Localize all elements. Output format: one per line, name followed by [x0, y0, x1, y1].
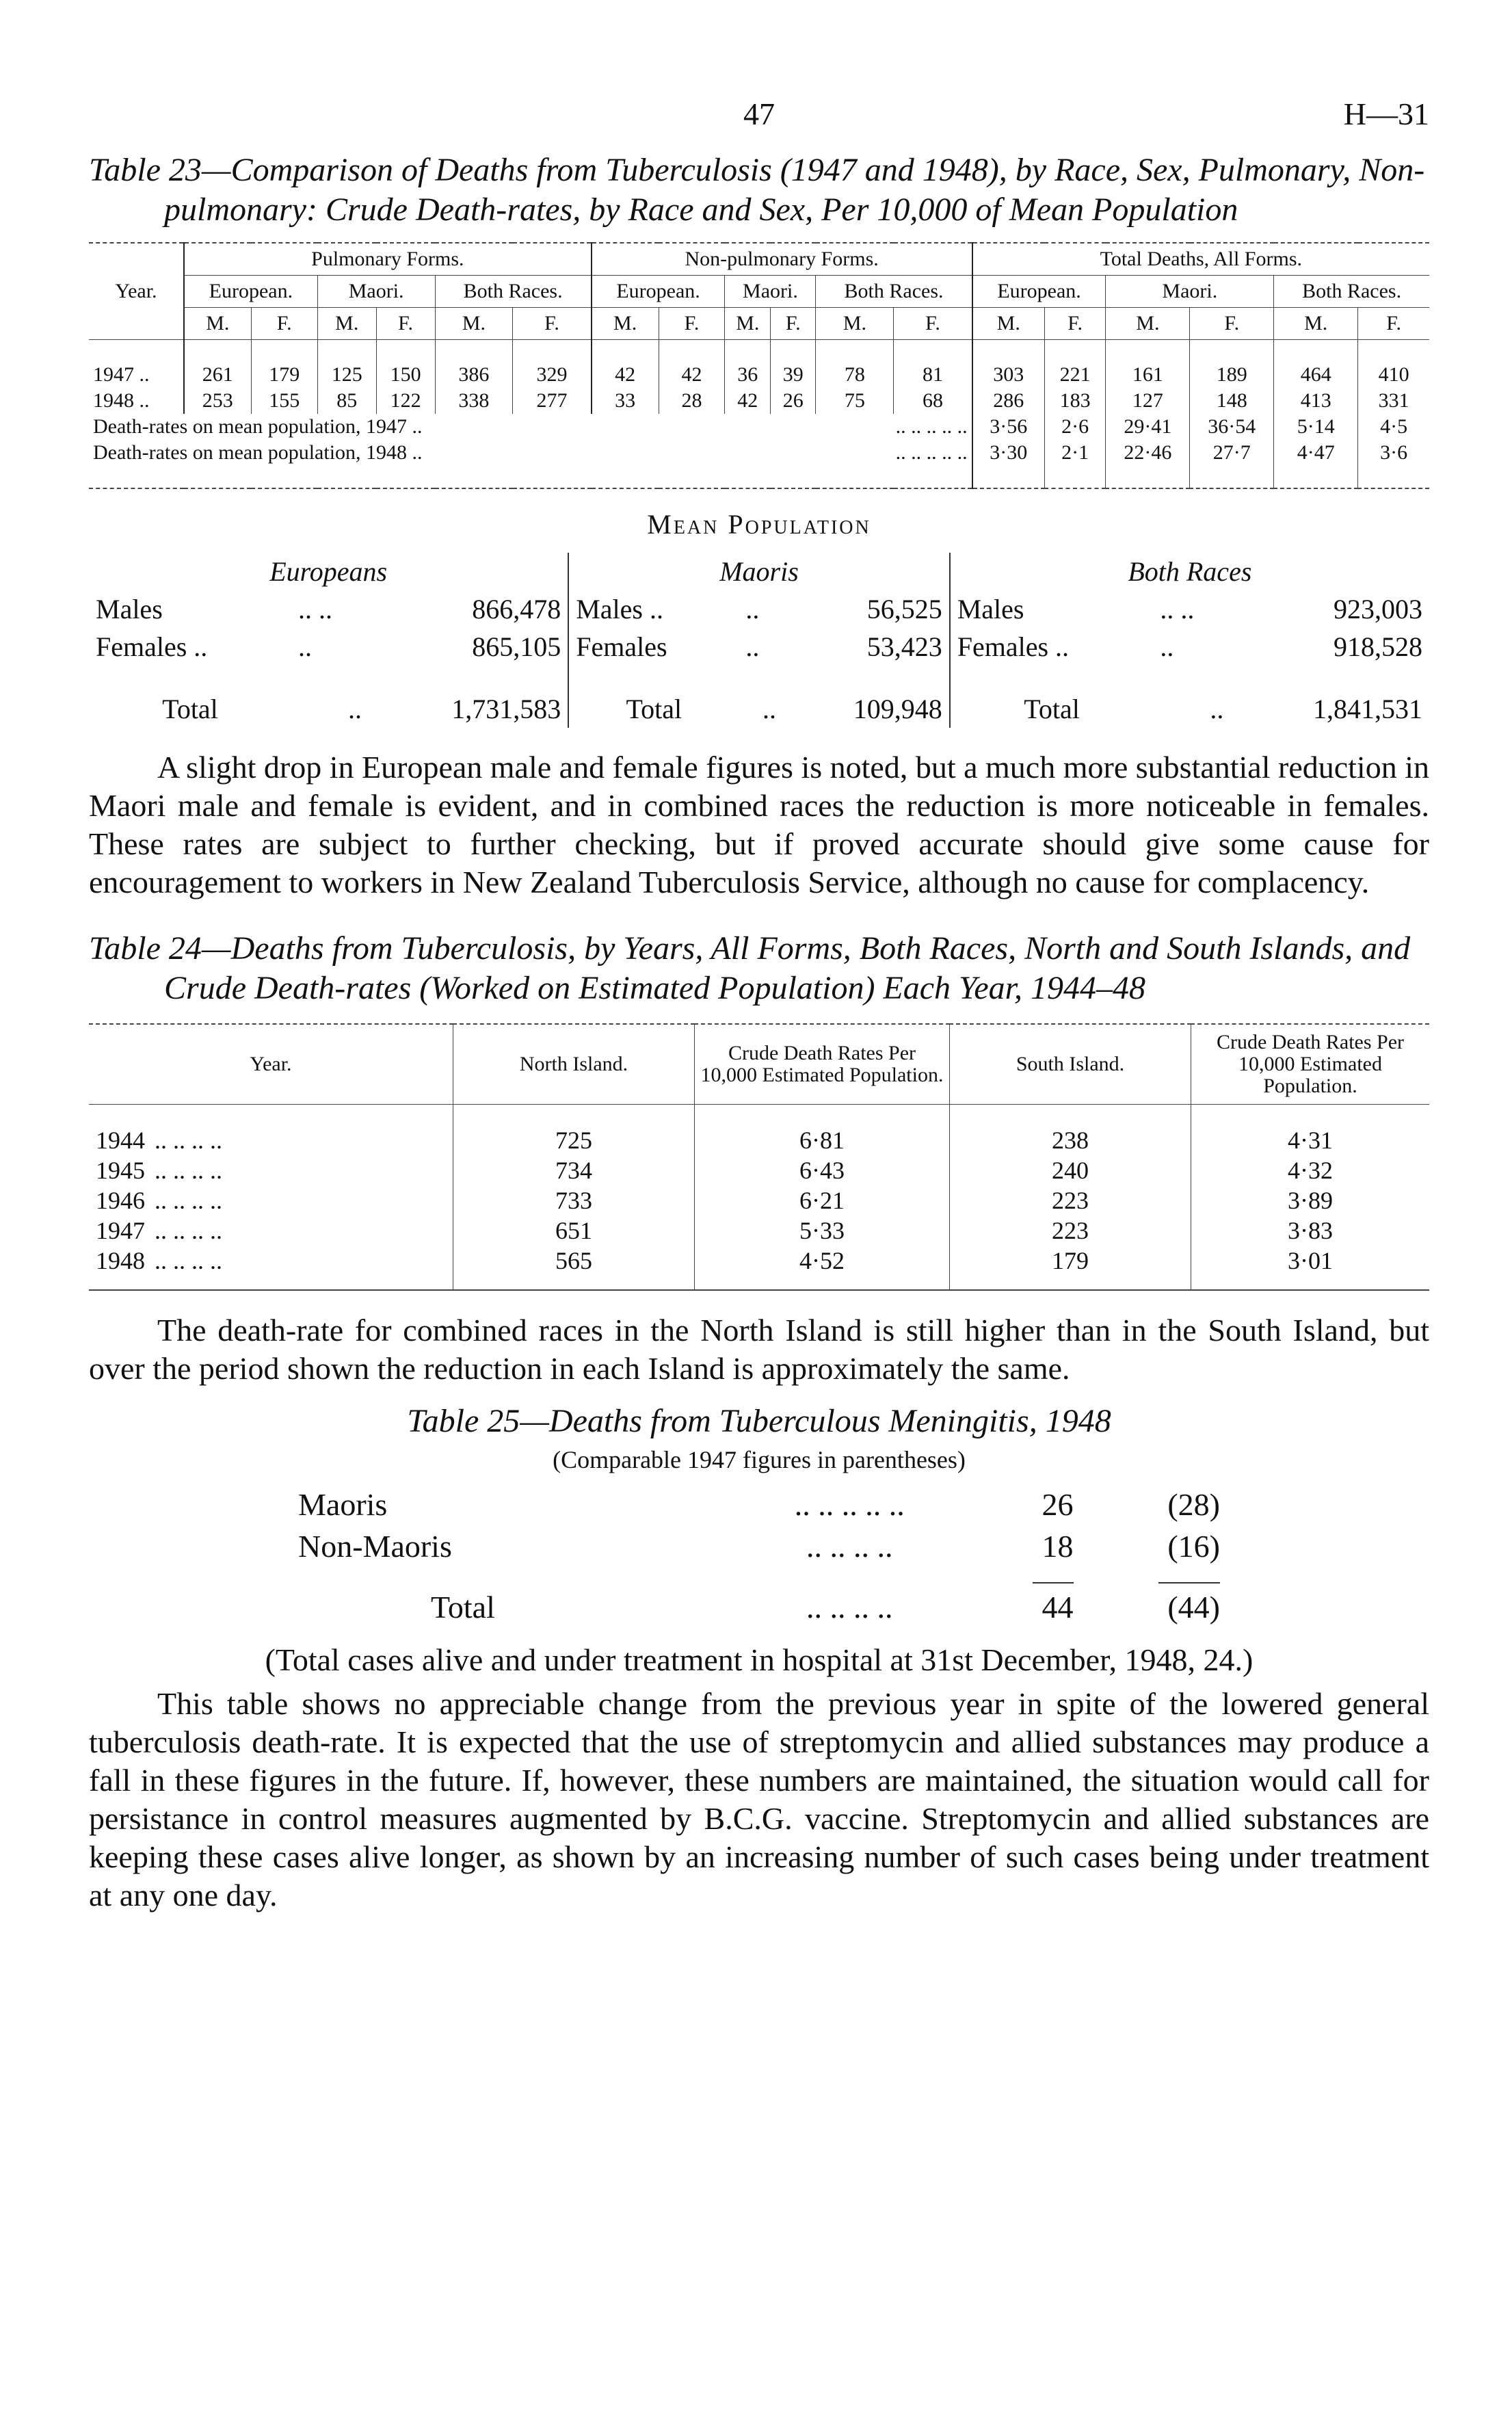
race-header: European.: [972, 276, 1106, 308]
table-cell: 277: [513, 388, 592, 414]
north-rate-cell: 5·33: [695, 1215, 950, 1246]
dots: .. .. .. ..: [155, 1247, 222, 1274]
column-header: Crude Death Rates Per 10,000 Estimated Population.: [1191, 1024, 1430, 1105]
sex-header: M.: [1106, 308, 1190, 340]
dots: .. .. .. ..: [155, 1127, 222, 1154]
total-label: Total: [431, 1590, 495, 1625]
table-23: [89, 242, 1429, 489]
table-cell: 261: [184, 340, 251, 389]
males-value: 923,003: [1334, 594, 1422, 625]
row-label: Death-rates on mean population, 1948 ..: [93, 441, 423, 464]
table-cell: 303: [972, 340, 1045, 389]
table-cell: 36: [725, 340, 771, 389]
table-row: [89, 340, 1429, 389]
group-name: Europeans: [269, 556, 388, 587]
group-header: Non-pulmonary Forms.: [592, 243, 972, 276]
females-value: 53,423: [866, 631, 942, 662]
table-cell: 253: [184, 388, 251, 414]
dots: .. .. .. .. ..: [794, 1487, 905, 1522]
column-header: North Island.: [453, 1024, 695, 1105]
dots: .. .. .. .. ..: [895, 441, 968, 464]
south-cell: 238: [950, 1105, 1191, 1156]
total-label: Total: [568, 666, 739, 728]
table-cell: 125: [317, 340, 376, 389]
table-cell: 329: [513, 340, 592, 389]
sex-header: F.: [894, 308, 972, 340]
table-24-title: Table 24—Deaths from Tuberculosis, by Years, All Forms, Both Races, North and South Islands, and Crude Death-rates (Worked on Estimated Population) Each Year, 1944–48: [89, 930, 1411, 1006]
row-label: 1947 ..: [93, 363, 150, 386]
dots: ..: [745, 631, 760, 662]
dots: .. .. .. ..: [155, 1157, 222, 1184]
row-label: Non-Maoris: [298, 1529, 452, 1564]
row-label: Maoris: [298, 1487, 388, 1522]
group-header: Total Deaths, All Forms.: [972, 243, 1429, 276]
sex-header: M.: [592, 308, 659, 340]
table-25: [294, 1484, 1224, 1628]
column-header: Year.: [89, 1024, 453, 1105]
table-25-note: (Total cases alive and under treatment in hospital at 31st December, 1948, 24.): [265, 1642, 1254, 1677]
dots: .. ..: [297, 594, 332, 625]
row-label: 1948 ..: [93, 389, 150, 412]
total-label: Total: [162, 694, 218, 724]
year: 1948: [96, 1247, 145, 1274]
total-label: Total: [950, 666, 1154, 728]
table-row: [89, 1155, 1429, 1185]
table-row: [89, 440, 1429, 488]
north-cell: 565: [453, 1246, 695, 1290]
south-rate-cell: 3·89: [1191, 1185, 1430, 1215]
north-cell: 725: [453, 1105, 695, 1156]
north-cell: 733: [453, 1185, 695, 1215]
sex-header: M.: [972, 308, 1045, 340]
sex-header: M.: [184, 308, 251, 340]
rate-cell: 27·7: [1190, 440, 1274, 488]
race-header: Maori.: [725, 276, 816, 308]
table-cell: 464: [1274, 340, 1358, 389]
sex-header: F.: [1190, 308, 1274, 340]
previous-value: (16): [1167, 1529, 1220, 1564]
females-value: 918,528: [1334, 631, 1422, 662]
table-cell: 75: [816, 388, 894, 414]
females-value: 865,105: [472, 631, 561, 662]
total-previous-value: (44): [1167, 1590, 1220, 1625]
males-value: 56,525: [866, 594, 942, 625]
sex-header: F.: [771, 308, 816, 340]
males-label: Males: [96, 594, 163, 625]
north-cell: 734: [453, 1155, 695, 1185]
table-cell: 78: [816, 340, 894, 389]
females-label: Females ..: [96, 631, 208, 662]
table-cell: 183: [1044, 388, 1106, 414]
sex-header: F.: [1044, 308, 1106, 340]
south-cell: 240: [950, 1155, 1191, 1185]
table-cell: 331: [1358, 388, 1429, 414]
table-cell: 122: [376, 388, 435, 414]
north-cell: 651: [453, 1215, 695, 1246]
previous-value: (28): [1167, 1487, 1220, 1522]
table-cell: 286: [972, 388, 1045, 414]
sex-header: F.: [376, 308, 435, 340]
dots: .. .. .. ..: [806, 1590, 893, 1625]
rate-cell: 3·6: [1358, 440, 1429, 488]
total-value: 44: [1042, 1590, 1074, 1625]
page-header: [89, 89, 1429, 150]
table-cell: 28: [659, 388, 725, 414]
table-cell: 42: [659, 340, 725, 389]
dots: ..: [1210, 694, 1224, 724]
south-cell: 223: [950, 1185, 1191, 1215]
table-cell: 81: [894, 340, 972, 389]
rate-cell: 2·1: [1044, 440, 1106, 488]
table-cell: 155: [251, 388, 317, 414]
column-header: South Island.: [950, 1024, 1191, 1105]
sex-header: M.: [1274, 308, 1358, 340]
south-rate-cell: 4·32: [1191, 1155, 1430, 1185]
sex-header: M.: [816, 308, 894, 340]
race-header: European.: [592, 276, 725, 308]
total-rule: [1033, 1582, 1074, 1583]
south-cell: 223: [950, 1215, 1191, 1246]
value: 26: [1042, 1487, 1074, 1522]
north-rate-cell: 6·21: [695, 1185, 950, 1215]
page: [89, 89, 1429, 1942]
table-cell: 410: [1358, 340, 1429, 389]
sex-header: M.: [435, 308, 513, 340]
total-rule: [1158, 1582, 1220, 1583]
race-header: Maori.: [1106, 276, 1274, 308]
table-24: [89, 1023, 1429, 1291]
mean-population-table: [89, 553, 1429, 728]
document-reference: H—31: [1343, 96, 1429, 131]
table-23-title: Table 23—Comparison of Deaths from Tuberculosis (1947 and 1948), by Race, Sex, Pulmonary, Non-pulmonary: Crude Death-rates, by Race and Sex, Per 10,000 of Mean Population: [89, 152, 1425, 228]
sex-header: F.: [1358, 308, 1429, 340]
sex-header: F.: [513, 308, 592, 340]
race-header: Both Races.: [1274, 276, 1429, 308]
table-cell: 338: [435, 388, 513, 414]
race-header: European.: [184, 276, 317, 308]
value: 18: [1042, 1529, 1074, 1564]
dots: ..: [297, 631, 312, 662]
year: 1946: [96, 1187, 145, 1214]
north-rate-cell: 4·52: [695, 1246, 950, 1290]
paragraph-1: A slight drop in European male and female figures is noted, but a much more substantial reduction in Maori male and female is evident, and in combined races the reduction is more noticeable in females. These rates are subject to further checking, but if proved accurate should give some cause for encouragement to workers in New Zealand Tuberculosis Service, although no cause for complacency.: [89, 750, 1429, 899]
males-label: Males ..: [568, 590, 739, 628]
table-cell: 39: [771, 340, 816, 389]
dots: .. .. .. .. ..: [895, 415, 968, 438]
table-cell: 42: [725, 388, 771, 414]
males-value: 866,478: [472, 594, 561, 625]
table-cell: 68: [894, 388, 972, 414]
south-cell: 179: [950, 1246, 1191, 1290]
north-rate-cell: 6·43: [695, 1155, 950, 1185]
rate-cell: 4·47: [1274, 440, 1358, 488]
rate-cell: 36·54: [1190, 414, 1274, 440]
row-label: Death-rates on mean population, 1947 ..: [93, 415, 423, 438]
race-header: Both Races.: [435, 276, 592, 308]
total-value: 1,841,531: [1313, 694, 1422, 724]
table-25-subtitle: (Comparable 1947 figures in parentheses): [553, 1446, 966, 1473]
dots: ..: [347, 694, 362, 724]
table-cell: 127: [1106, 388, 1190, 414]
dots: .. .. .. ..: [155, 1217, 222, 1244]
race-header: Both Races.: [816, 276, 972, 308]
rate-cell: 3·30: [972, 440, 1045, 488]
rate-cell: 3·56: [972, 414, 1045, 440]
year: 1945: [96, 1157, 145, 1184]
total-value: 1,731,583: [451, 694, 561, 724]
table-cell: 189: [1190, 340, 1274, 389]
table-cell: 413: [1274, 388, 1358, 414]
group-header: Pulmonary Forms.: [184, 243, 592, 276]
column-header: Crude Death Rates Per 10,000 Estimated Population.: [695, 1024, 950, 1105]
females-label: Females ..: [950, 628, 1154, 666]
year: 1944: [96, 1127, 145, 1154]
group-name: Maoris: [568, 553, 950, 590]
south-rate-cell: 4·31: [1191, 1105, 1430, 1156]
table-cell: 148: [1190, 388, 1274, 414]
rate-cell: 29·41: [1106, 414, 1190, 440]
dots: ..: [745, 594, 760, 625]
year: 1947: [96, 1217, 145, 1244]
rate-cell: 4·5: [1358, 414, 1429, 440]
females-label: Females: [568, 628, 739, 666]
table-cell: 42: [592, 340, 659, 389]
table-row: [89, 414, 1429, 440]
table-row: [89, 1105, 1429, 1156]
mean-population-title: Mean Population: [647, 509, 871, 540]
paragraph-3: This table shows no appreciable change from the previous year in spite of the lowered general tuberculosis death-rate. It is expected that the use of streptomycin and allied substances may produce a fall in these figures in the future. If, however, these numbers are maintained, the situation would call for persistance in control measures augmented by B.C.G. vaccine. Streptomycin and allied substances are keeping these cases alive longer, as shown by an increasing number of such cases being under treatment at any one day.: [89, 1686, 1429, 1913]
table-25-title: Table 25—Deaths from Tuberculous Meningitis, 1948: [407, 1403, 1111, 1439]
page-number: 47: [743, 96, 775, 131]
table-cell: 179: [251, 340, 317, 389]
dots: ..: [1160, 631, 1174, 662]
south-rate-cell: 3·83: [1191, 1215, 1430, 1246]
year-header: Year.: [89, 243, 184, 340]
table-row: [89, 1215, 1429, 1246]
sex-header: F.: [251, 308, 317, 340]
dots: ..: [762, 694, 776, 724]
sex-header: F.: [659, 308, 725, 340]
total-value: 109,948: [853, 694, 942, 724]
sex-header: M.: [725, 308, 771, 340]
table-row: [89, 388, 1429, 414]
dots: .. .. .. ..: [155, 1187, 222, 1214]
table-row: [89, 1246, 1429, 1290]
table-cell: 386: [435, 340, 513, 389]
males-label: Males: [950, 590, 1154, 628]
north-rate-cell: 6·81: [695, 1105, 950, 1156]
table-cell: 221: [1044, 340, 1106, 389]
table-cell: 150: [376, 340, 435, 389]
rate-cell: 5·14: [1274, 414, 1358, 440]
sex-header: M.: [317, 308, 376, 340]
race-header: Maori.: [317, 276, 435, 308]
table-row: [89, 1185, 1429, 1215]
paragraph-2: The death-rate for combined races in the North Island is still higher than in the South Island, but over the period shown the reduction in each Island is approximately the same.: [89, 1313, 1429, 1386]
table-cell: 161: [1106, 340, 1190, 389]
dots: .. .. .. ..: [806, 1529, 893, 1564]
table-cell: 33: [592, 388, 659, 414]
table-cell: 26: [771, 388, 816, 414]
rate-cell: 22·46: [1106, 440, 1190, 488]
south-rate-cell: 3·01: [1191, 1246, 1430, 1290]
group-name: Both Races: [950, 553, 1429, 590]
rate-cell: 2·6: [1044, 414, 1106, 440]
dots: .. ..: [1160, 594, 1195, 625]
table-cell: 85: [317, 388, 376, 414]
